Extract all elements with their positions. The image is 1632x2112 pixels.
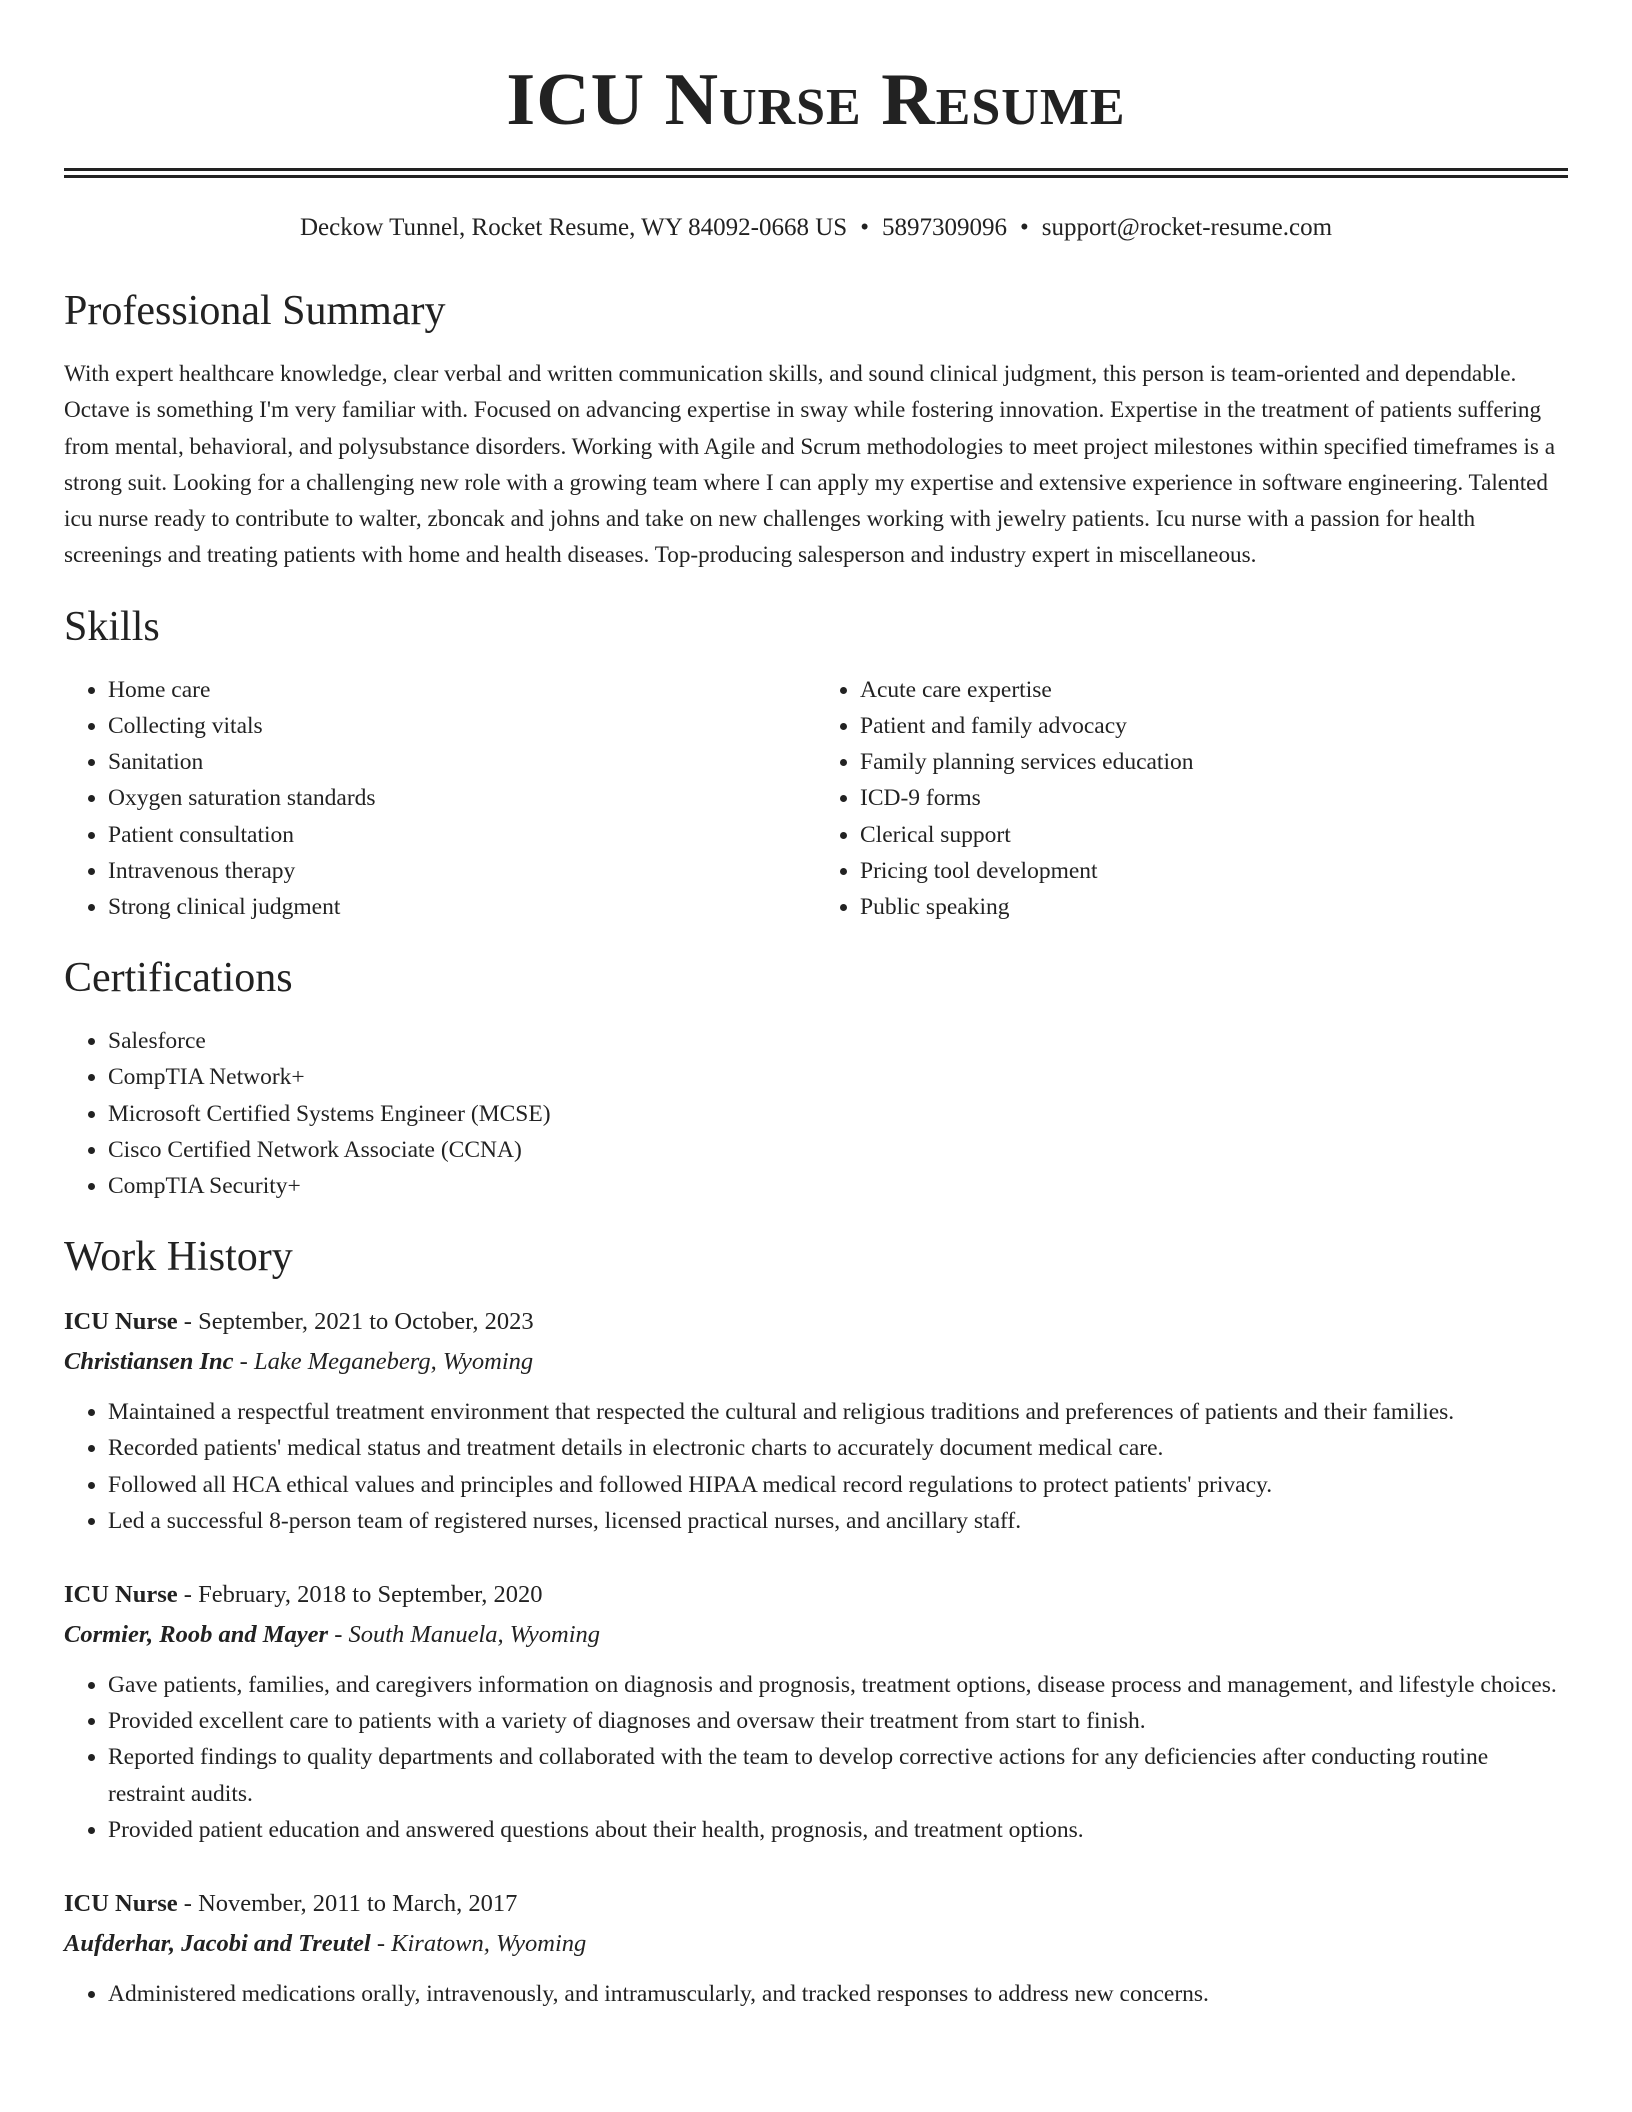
job-company: Cormier, Roob and Mayer: [64, 1621, 329, 1649]
job-title: ICU Nurse: [64, 1581, 178, 1609]
skill-item: • ICD-9 forms: [860, 780, 1568, 816]
job-title: ICU Nurse: [64, 1890, 178, 1918]
contact-email: support@rocket-resume.com: [1041, 214, 1333, 241]
certification-item: • CompTIA Security+: [108, 1168, 1568, 1204]
certification-item: • CompTIA Network+: [108, 1059, 1568, 1095]
job-bullets: [64, 1976, 1568, 2012]
job-company: Aufderhar, Jacobi and Treutel: [64, 1930, 371, 1958]
contact-address: Deckow Tunnel, Rocket Resume, WY 84092-0668 US: [299, 214, 848, 241]
job-bullet: • Provided patient education and answered questions about their health, prognosis, and treatment options.: [108, 1812, 1568, 1848]
contact-line: [64, 212, 1568, 244]
skill-item: • Home care: [108, 672, 816, 708]
skills-list-left: [64, 672, 816, 925]
job-dates: - September, 2021 to October, 2023: [177, 1308, 534, 1336]
skill-item: • Oxygen saturation standards: [108, 780, 816, 816]
skill-item: • Strong clinical judgment: [108, 889, 816, 925]
job-title: ICU Nurse: [64, 1308, 178, 1336]
certifications-heading: Certifications: [64, 955, 293, 1002]
skill-item: • Sanitation: [108, 744, 816, 780]
skill-item: • Pricing tool development: [860, 853, 1568, 889]
skill-item: • Acute care expertise: [860, 672, 1568, 708]
summary-heading: Professional Summary: [64, 288, 446, 334]
job-dates: - November, 2011 to March, 2017: [177, 1890, 518, 1918]
job-bullet: • Reported findings to quality departments and collaborated with the team to develop corrective actions for any deficiencies after conducting routine restraint audits.: [108, 1739, 1568, 1811]
job-entry: [64, 1302, 1568, 1539]
job-entry: [64, 1575, 1568, 1848]
skill-item: • Family planning services education: [860, 744, 1568, 780]
job-bullet: • Followed all HCA ethical values and principles and followed HIPAA medical record regulations to protect patients' privacy.: [108, 1467, 1568, 1503]
job-bullet: • Recorded patients' medical status and treatment details in electronic charts to accurately document medical care.: [108, 1430, 1568, 1466]
certification-item: • Microsoft Certified Systems Engineer (MCSE): [108, 1096, 1568, 1132]
job-bullet: • Gave patients, families, and caregivers information on diagnosis and prognosis, treatment options, disease process and management, and lifestyle choices.: [108, 1667, 1568, 1703]
job-company-line: [64, 1924, 1568, 1964]
resume-title: ICU Nurse Resume: [506, 59, 1126, 141]
job-location: - Kiratown, Wyoming: [370, 1930, 587, 1958]
certifications-list: [64, 1023, 1568, 1204]
certifications-section: [64, 953, 1568, 1204]
skills-list-right: [816, 672, 1568, 925]
job-bullets: [64, 1394, 1568, 1539]
job-company-line: [64, 1615, 1568, 1655]
job-dates: - February, 2018 to September, 2020: [177, 1581, 543, 1609]
job-bullets: [64, 1667, 1568, 1848]
job-location: - Lake Meganeberg, Wyoming: [233, 1348, 534, 1376]
contact-separator: •: [860, 214, 869, 241]
skill-item: • Patient and family advocacy: [860, 708, 1568, 744]
job-bullet: • Led a successful 8-person team of registered nurses, licensed practical nurses, and ancillary staff.: [108, 1503, 1568, 1539]
job-location: - South Manuela, Wyoming: [328, 1621, 601, 1649]
skill-item: • Patient consultation: [108, 817, 816, 853]
title-divider: [64, 168, 1568, 178]
contact-separator: •: [1019, 214, 1029, 241]
job-bullet: • Provided excellent care to patients with a variety of diagnoses and oversaw their treatment from start to finish.: [108, 1703, 1568, 1739]
job-title-line: [64, 1302, 1568, 1342]
skill-item: • Clerical support: [860, 817, 1568, 853]
job-title-line: [64, 1884, 1568, 1924]
summary-section: [64, 286, 1568, 574]
summary-text: With expert healthcare knowledge, clear verbal and written communication skills, and sound clinical judgment, this person is team-oriented and dependable. Octave is something I'm very familiar with. Focused on advancing expertise in sway while fostering innovation. Expertise in the treatment of patients suffering from mental, behavioral, and polysubstance disorders. Working with Agile and Scrum methodologies to meet project milestones within specified timeframes is a strong suit. Looking for a challenging new role with a growing team where I can apply my expertise and extensive experience in software engineering. Talented icu nurse ready to contribute to walter, zboncak and johns and take on new challenges working with jewelry patients. Icu nurse with a passion for health screenings and treating patients with home and health diseases. Top-producing salesperson and industry expert in miscellaneous.: [64, 361, 1556, 569]
contact-phone: 5897309096: [881, 214, 1007, 241]
certification-item: • Salesforce: [108, 1023, 1568, 1059]
skills-section: [64, 602, 1568, 925]
skill-item: • Intravenous therapy: [108, 853, 816, 889]
skills-columns: [64, 672, 1568, 925]
job-company: Christiansen Inc: [64, 1348, 234, 1376]
skill-item: • Collecting vitals: [108, 708, 816, 744]
skill-item: • Public speaking: [860, 889, 1568, 925]
skills-heading: Skills: [64, 603, 160, 650]
job-entry: [64, 1884, 1568, 2012]
job-title-line: [64, 1575, 1568, 1615]
work-history-section: [64, 1232, 1568, 2012]
job-bullet: • Administered medications orally, intravenously, and intramuscularly, and tracked responses to address new concerns.: [108, 1976, 1568, 2012]
certification-item: • Cisco Certified Network Associate (CCNA): [108, 1132, 1568, 1168]
job-company-line: [64, 1342, 1568, 1382]
job-bullet: • Maintained a respectful treatment environment that respected the cultural and religious traditions and preferences of patients and their families.: [108, 1394, 1568, 1430]
work-history-heading: Work History: [64, 1234, 293, 1281]
